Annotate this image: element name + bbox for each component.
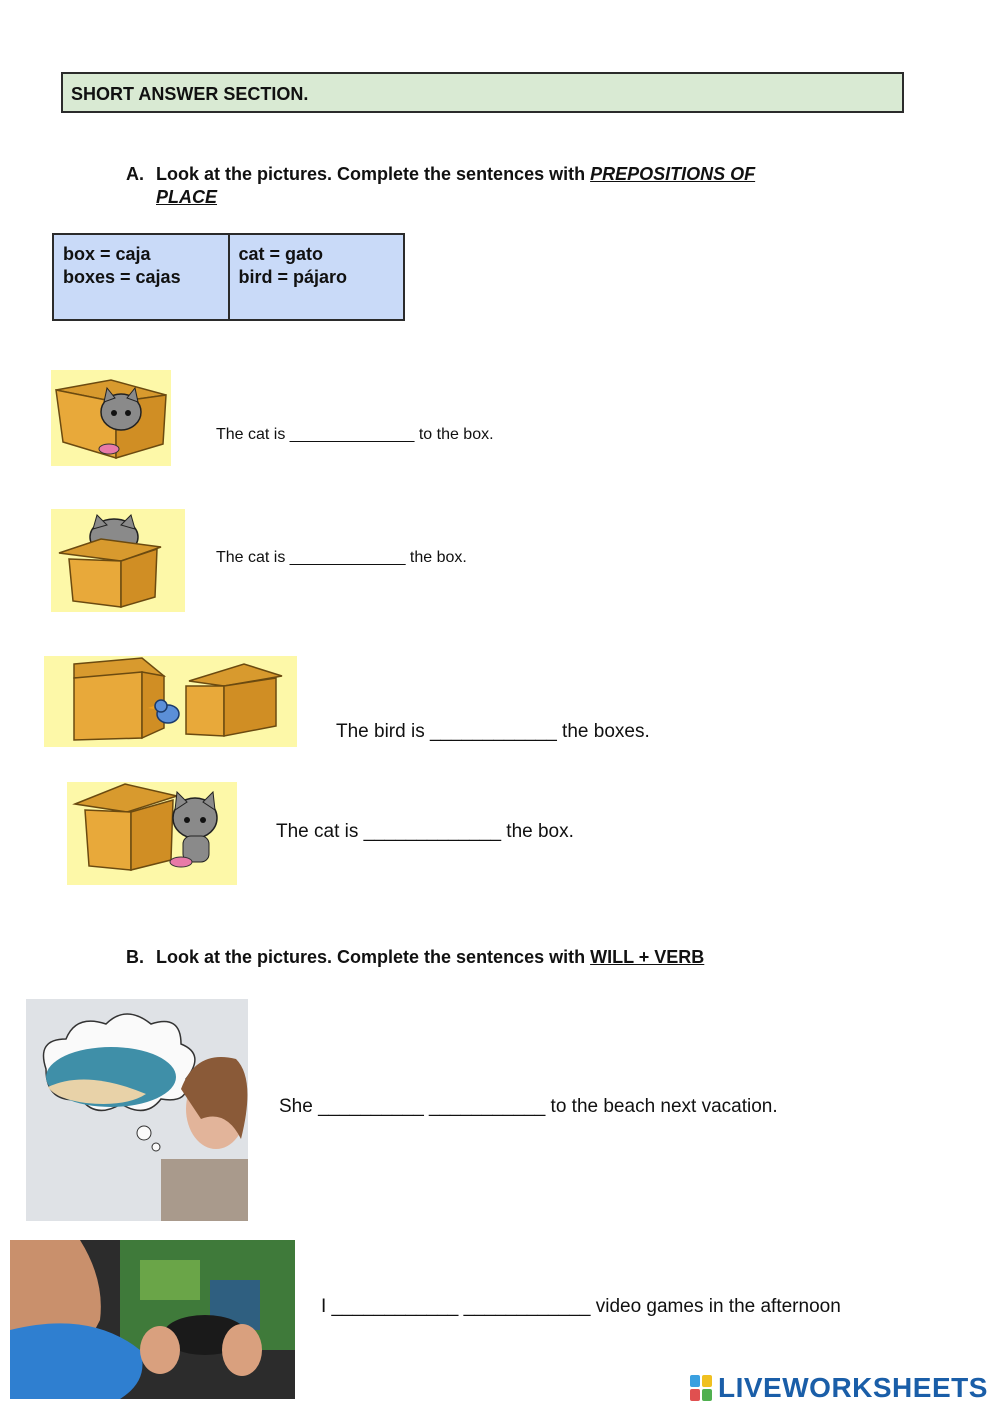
section-b-label: B.	[126, 947, 144, 967]
vocab-bird: bird = pájaro	[238, 267, 348, 287]
section-b-title	[126, 946, 846, 969]
sentence-a4: The cat is _____________ the box.	[276, 821, 574, 842]
vocab-col-left	[54, 235, 228, 319]
section-a-title	[126, 163, 846, 209]
video-games-picture	[10, 1240, 295, 1399]
sentence-b2: I ____________ ____________ video games in the afternoon	[321, 1296, 841, 1317]
cat-box-picture-1	[51, 370, 171, 466]
liveworksheets-brand: LIVEWORKSHEETS	[718, 1372, 988, 1403]
beach-dream-picture	[26, 999, 248, 1221]
section-b-emphasis: WILL + VERB	[590, 947, 705, 967]
cat-box-picture-2	[51, 509, 185, 612]
vocab-boxes: boxes = cajas	[63, 267, 181, 287]
vocabulary-table	[52, 233, 405, 321]
liveworksheets-logo	[690, 1372, 988, 1404]
cat-box-picture-4	[67, 782, 237, 885]
section-b-instruction: Look at the pictures. Complete the sentences with	[156, 947, 591, 967]
section-a-label: A.	[126, 164, 144, 184]
section-a-emphasis-1: PREPOSITIONS OF	[590, 164, 756, 184]
vocab-col-right	[228, 235, 404, 319]
sentence-a3: The bird is ____________ the boxes.	[336, 721, 650, 742]
sentence-a2: The cat is _____________ the box.	[216, 549, 467, 566]
section-header: SHORT ANSWER SECTION.	[61, 72, 904, 113]
bird-boxes-picture	[44, 656, 297, 747]
sentence-b1: She __________ ___________ to the beach next vacation.	[279, 1096, 778, 1117]
vocab-cat: cat = gato	[238, 244, 324, 264]
sentence-a1: The cat is ______________ to the box.	[216, 426, 494, 443]
vocab-box: box = caja	[63, 244, 151, 264]
liveworksheets-logo-icon	[690, 1375, 714, 1401]
section-a-instruction: Look at the pictures. Complete the sentences with	[156, 164, 591, 184]
section-a-emphasis-2: PLACE	[156, 187, 218, 207]
